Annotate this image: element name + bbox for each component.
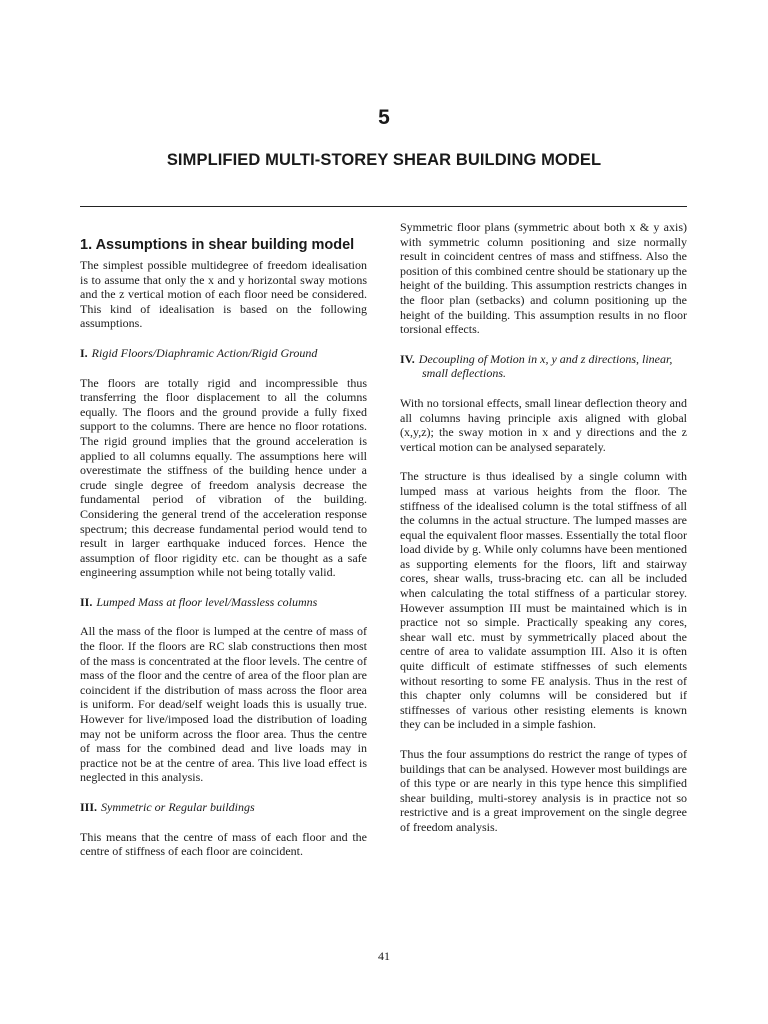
body-paragraph: This means that the centre of mass of each floor and the centre of stiffness of each floor are coincident.: [80, 829, 367, 859]
assumption-heading-1: [80, 346, 367, 361]
assumption-heading-2: [80, 595, 367, 610]
section-heading: 1. Assumptions in shear building model: [80, 237, 355, 253]
assumption-heading-4: [400, 352, 687, 381]
body-paragraph: Symmetric floor plans (symmetric about both x & y axis) with symmetric column positioning and size normally result in coincident centres of mass and stiffness. Also the position of this combined centre should be stationary up the height of the building. This assumption restricts changes in the floor plan (setbacks) and column positioning up the height of the building. This assumption results in no floor torsional effects.: [400, 220, 687, 337]
body-paragraph: With no torsional effects, small linear deflection theory and all columns having principle axis aligned with global (x,y,z); the sway motion in x and y directions and the z vertical motion can be analysed separately.: [400, 395, 687, 454]
assumption-number: II.: [80, 594, 93, 609]
assumption-number: I.: [80, 345, 88, 360]
title-divider: [80, 206, 687, 207]
chapter-title: SIMPLIFIED MULTI-STOREY SHEAR BUILDING MODEL: [166, 151, 602, 169]
assumption-number: IV.: [400, 351, 415, 366]
assumption-title: Lumped Mass at floor level/Massless columns: [96, 594, 318, 609]
body-paragraph: All the mass of the floor is lumped at the centre of mass of the floor. If the floors are RC slab constructions then most of the mass is concentrated at the floor levels. The centre of mass of the floor and the centre of area of the floor plan are coincident if the distribution of mass across the floor area is uniform. For dead/self weight loads this is usually true. However for live/imposed load the distribution of loading may not be uniform across the floor area. Thus the centre of mass for the combined dead and live loads may in practice not be at the centre of area. This live load effect is neglected in this analysis.: [80, 624, 367, 785]
assumption-number: III.: [80, 800, 98, 814]
right-column: [400, 220, 687, 850]
assumption-heading-3: [80, 800, 367, 815]
assumption-title: Decoupling of Motion in x, y and z directions, linear, small deflections.: [418, 351, 673, 381]
assumption-title: Rigid Floors/Diaphramic Action/Rigid Ground: [91, 345, 318, 360]
assumption-title: Symmetric or Regular buildings: [101, 800, 255, 814]
left-column: [80, 236, 367, 874]
body-paragraph: Thus the four assumptions do restrict the range of types of buildings that can be analysed. However most buildings are of this type or are nearly in this type hence this simplified shear building, multi-storey analysis is in practice not so restrictive and is a great improvement on the single degree of freedom analysis.: [400, 747, 687, 834]
chapter-number: 5: [378, 106, 390, 129]
page-number: 41: [378, 949, 390, 963]
body-paragraph: The floors are totally rigid and incompressible thus transferring the floor displacement to all the columns equally. The floors and the ground provide a fully fixed support to the columns. There are hence no floor rotations. The rigid ground implies that the ground acceleration is applied to all columns equally. The assumptions here will overestimate the stiffness of the building hence under a crude single degree of freedom analysis decrease the fundamental period of vibration of the building. Considering the general trend of the acceleration response spectrum; this decrease fundamental period would tend to result in larger earthquake induced forces. Hence the assumption of floor rigidity etc. can be thought as a safe engineering assumption while not being totally valid.: [80, 375, 367, 580]
body-paragraph: The structure is thus idealised by a single column with lumped mass at various heights from the floor. The stiffness of the idealised column is the total stiffness of all the columns in the actual structure. The lumped masses are equal the equivalent floor masses. Essentially the total floor load divide by g. While only columns have been mentioned as supporting elements for the floors, lift and stairway cores, shear walls, truss-bracing etc. can all be included when calculating the total stiffness of a particular storey. However assumption III must be maintained which is in practice not so simple. Practically speaking any cores, shear wall etc. must by symmetrically placed about the centre of area to validate assumption III. Also it is often quite difficult of estimate stiffnesses of such elements without resorting to some FE analysis. Thus in the rest of this chapter only columns will be considered but if stiffnesses of various other resisting elements is known they can be included in a simple fashion.: [400, 469, 687, 732]
intro-paragraph: The simplest possible multidegree of freedom idealisation is to assume that only the x and y horizontal sway motions and the z vertical motion of each floor need be considered. This kind of idealisation is based on the following assumptions.: [80, 258, 367, 331]
